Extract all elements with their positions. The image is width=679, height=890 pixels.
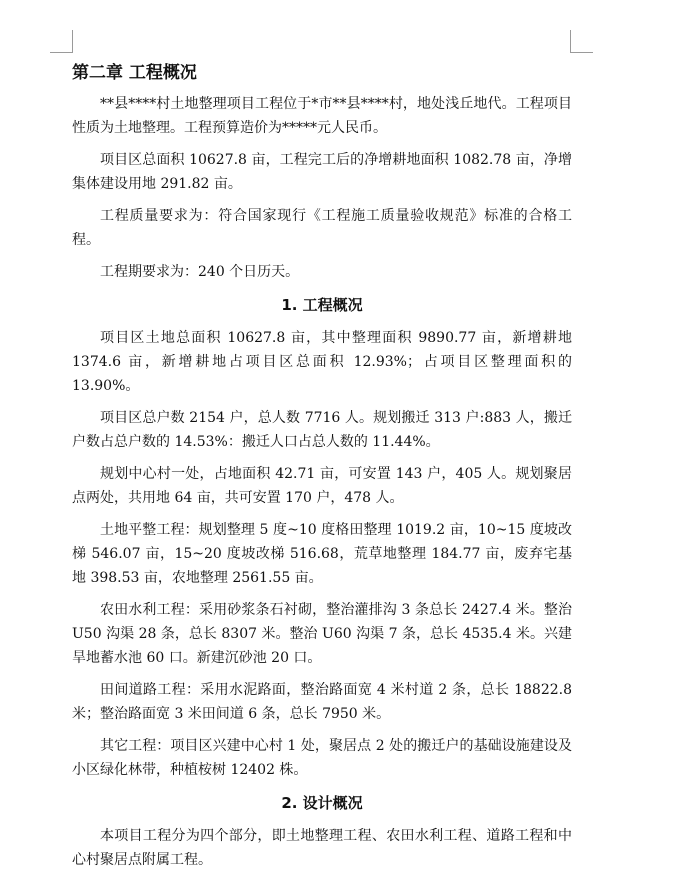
paragraph-land-area: 项目区土地总面积 10627.8 亩，其中整理面积 9890.77 亩，新增耕地 1374.6 亩，新增耕地占项目区总面积 12.93%；占项目区整理面积的 13.90%。	[72, 330, 572, 394]
top-left-margin-mark	[50, 30, 73, 53]
paragraph-households: 项目区总户数 2154 户，总人数 7716 人。规划搬迁 313 户:883 人，搬迁户数占总户数的 14.53%：搬迁人口占总人数的 11.44%。	[72, 410, 572, 450]
document-body	[72, 58, 572, 880]
paragraph-other-works: 其它工程：项目区兴建中心村 1 处，聚居点 2 处的搬迁户的基础设施建设及小区绿化林带，种植桉树 12402 株。	[72, 738, 572, 778]
paragraph-schedule-requirement: 工程期要求为：240 个日历天。	[100, 264, 300, 280]
section-title-design-overview: 2. 设计概况	[281, 794, 363, 812]
top-right-margin-mark	[570, 30, 593, 53]
chapter-title: 第二章 工程概况	[72, 63, 197, 83]
paragraph-irrigation: 农田水利工程：采用砂浆条石衬砌，整治灌排沟 3 条总长 2427.4 米。整治 U50 沟渠 28 条，总长 8307 米。整治 U60 沟渠 7 条，总长 4535.4 米。兴建旱地蓄水池 60 口。新建沉砂池 20 口。	[72, 602, 572, 666]
paragraph-quality-requirement: 工程质量要求为：符合国家现行《工程施工质量验收规范》标准的合格工程。	[72, 208, 572, 248]
paragraph-project-location: **县****村土地整理项目工程位于*市**县****村，地处浅丘地代。工程项目性质为土地整理。工程预算造价为*****元人民币。	[72, 96, 572, 136]
paragraph-design-parts: 本项目工程分为四个部分，即土地整理工程、农田水利工程、道路工程和中心村聚居点附属工程。	[72, 828, 572, 868]
section-title-project-overview: 1. 工程概况	[281, 296, 363, 314]
paragraph-land-leveling: 土地平整工程：规划整理 5 度~10 度格田整理 1019.2 亩，10~15 度坡改梯 546.07 亩，15~20 度坡改梯 516.68，荒草地整理 184.77 亩，废弃宅基地 398.53 亩，农地整理 2561.55 亩。	[72, 522, 572, 586]
paragraph-central-village: 规划中心村一处，占地面积 42.71 亩，可安置 143 户，405 人。规划聚居点两处，共用地 64 亩，共可安置 170 户，478 人。	[72, 466, 572, 506]
paragraph-field-roads: 田间道路工程：采用水泥路面，整治路面宽 4 米村道 2 条，总长 18822.8 米；整治路面宽 3 米田间道 6 条，总长 7950 米。	[72, 682, 572, 722]
paragraph-project-area: 项目区总面积 10627.8 亩，工程完工后的净增耕地面积 1082.78 亩，净增集体建设用地 291.82 亩。	[72, 152, 572, 192]
